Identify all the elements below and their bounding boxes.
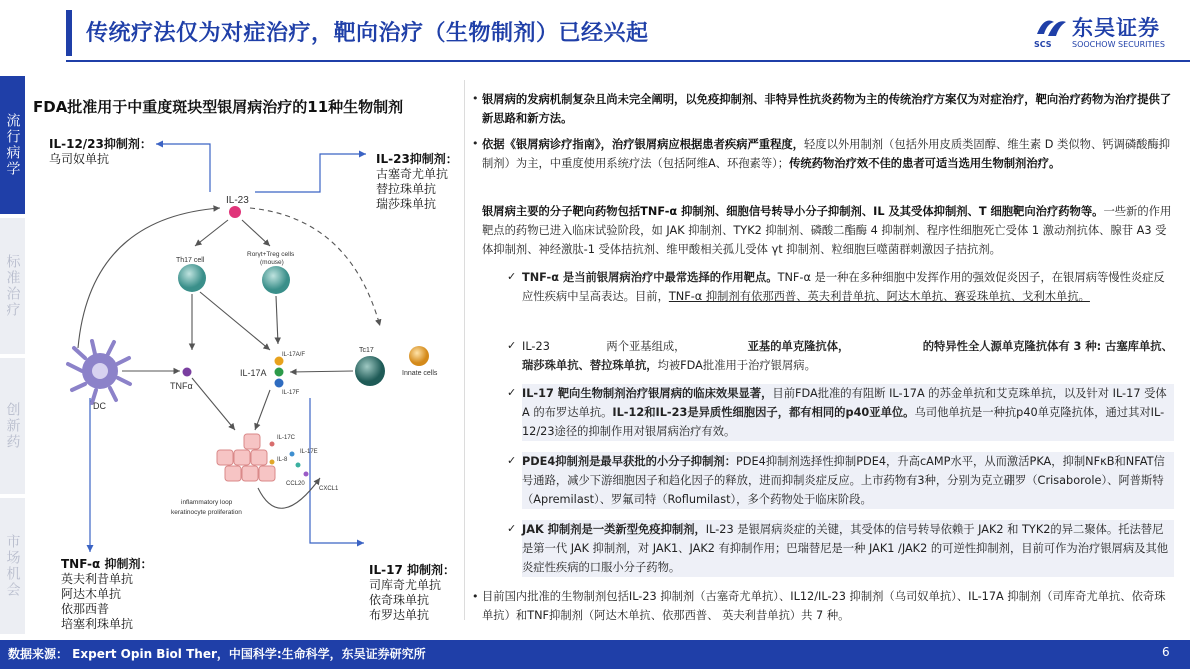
- point-tnf: TNF-α 是当前银屑病治疗中最常选择的作用靶点。TNF-α 是一种在多种细胞中发挥作用的强效促炎因子，在银屑病等慢性炎症反应性疾病中呈高表达。目前，TNF-α 抑制剂有依那西普、英夫利昔单抗、阿达木单抗、赛妥珠单抗、戈利木单抗。: [522, 271, 1165, 303]
- sidebar-tab-innovative-drugs[interactable]: 创新药: [0, 358, 25, 494]
- il17-inhibitor-label: IL-17 抑制剂： 司库奇尤单抗 依奇珠单抗 布罗达单抗: [369, 563, 455, 622]
- treg-cell: [262, 266, 290, 294]
- il12-23-inhibitor-label: IL-12/23抑制剂： 乌司奴单抗: [49, 137, 152, 166]
- check-icon: ✓: [507, 339, 517, 352]
- il17af-molecule: [275, 357, 284, 366]
- diagram-label-treg: Rorγt+Treg cells: [247, 251, 295, 258]
- sidebar-tab-market-opportunity[interactable]: 市场机会: [0, 498, 25, 634]
- pathway-diagram: [30, 128, 462, 578]
- title-rule: [66, 60, 1190, 62]
- figure-title: FDA批准用于中重度斑块型银屑病治疗的11种生物制剂: [33, 98, 404, 116]
- diagram-label-il17af: IL-17A/F: [282, 352, 306, 358]
- point-pde4: PDE4抑制剂是最早获批的小分子抑制剂：PDE4抑制剂选择性抑制PDE4，升高cAMP水平，从而激活PKA，抑制NFκB和NFAT信号通路，减少下游细胞因子和趋化因子的释放，进而抑制炎症反应。上市药物有3种，分别为克立硼罗（Crisaborole）、阿普斯特（Apremilast）、罗氟司特（Roflumilast），多个药物处于临床阶段。: [522, 452, 1174, 509]
- logo-icon: [1034, 14, 1068, 40]
- diagram-label-il17f: IL-17F: [282, 390, 300, 396]
- point-il23: IL-23 两个亚基组成， 亚基的单克隆抗体， 的特异性全人源单克隆抗体有 3 种: 古塞库单抗、瑞莎珠单抗、替拉珠单抗，均被FDA批准用于治疗银屑病。: [522, 340, 1173, 372]
- diagram-label-dc: DC: [93, 401, 106, 411]
- diagram-label-tc17: Tc17: [359, 347, 374, 354]
- svg-text:keratinocyte proliferation: keratinocyte proliferation: [171, 509, 242, 516]
- svg-text:CXCL1: CXCL1: [319, 486, 339, 492]
- tnf-inhibitor-label: TNF-α 抑制剂： 英夫利昔单抗 阿达木单抗 依那西普 培塞利珠单抗: [61, 557, 153, 631]
- svg-text:IL-17E: IL-17E: [300, 449, 318, 455]
- check-icon: ✓: [507, 270, 517, 283]
- tnfa-molecule: [183, 368, 192, 377]
- paragraph-3: 银屑病主要的分子靶向药物包括TNF-α 抑制剂、细胞信号转导小分子抑制剂、IL 及其受体抑制剂、T 细胞靶向治疗药物等。一些新的作用靶点的药物已进入临床试验阶段，如 JAK 抑制剂、TYK2 抑制剂、磷酸二酯酶 4 抑制剂、程序性细胞死亡受体 1 激动剂抗体、腺苷 A3 受体抑制剂、神经激肽-1 受体拮抗剂、维甲酸相关孤儿受体 γt 抑制剂、粒细胞巨噬菌群刺激因子拮抗剂。: [482, 205, 1172, 256]
- logo-text: 东吴证券: [1072, 16, 1160, 40]
- il23-inhibitor-label: IL-23抑制剂： 古塞奇尤单抗 替拉珠单抗 瑞莎珠单抗: [376, 152, 458, 211]
- check-icon: ✓: [507, 522, 517, 535]
- diagram-label-tnfa: TNFα: [170, 381, 193, 391]
- il12-23-inhibitor-arrow: [156, 144, 210, 192]
- diagram-label-il17a: IL-17A: [240, 368, 267, 378]
- tc17-cell: [355, 356, 385, 386]
- il17f-molecule: [275, 379, 284, 388]
- point-jak: JAK 抑制剂是一类新型免疫抑制剂，IL-23 是银屑病炎症的关键，其受体的信号转导依赖于 JAK2 和 TYK2的异二聚体。托法替尼是第一代 JAK 抑制剂，对 JAK1、JAK2 有抑制作用；巴瑞替尼是一种 JAK1 /JAK2 的可逆性抑制剂，目前可作为治疗银屑病及其他炎症性疾病的口服小分子药物。: [522, 520, 1174, 577]
- dc-cell: [68, 341, 130, 403]
- check-icon: ✓: [507, 454, 517, 467]
- column-divider: [464, 80, 465, 620]
- diagram-label-innate: Innate cells: [402, 370, 438, 377]
- bullet: •: [472, 590, 479, 603]
- paragraph-4: 目前国内批准的生物制剂包括IL-23 抑制剂（古塞奇尤单抗）、IL12/IL-23 抑制剂（乌司奴单抗）、IL-17A 抑制剂（司库奇尤单抗、依奇珠单抗）和TNF抑制剂（阿达木单抗、依那西普、 英夫利昔单抗）共 7 种。: [482, 590, 1166, 622]
- sidebar-tab-epidemiology[interactable]: 流行病学: [0, 76, 25, 214]
- keratinocyte-cluster: [217, 434, 275, 481]
- svg-text:CCL20: CCL20: [286, 481, 305, 487]
- svg-text:IL-17C: IL-17C: [277, 435, 296, 441]
- paragraph-1: 银屑病的发病机制复杂且尚未完全阐明，以免疫抑制剂、非特异性抗炎药物为主的传统治疗方案仅为对症治疗，靶向治疗药物为治疗提供了新思路和新方法。: [482, 93, 1172, 125]
- logo-mark: SCS: [1034, 40, 1052, 49]
- th17-cell: [178, 264, 206, 292]
- check-icon: ✓: [507, 386, 517, 399]
- page-title: 传统疗法仅为对症治疗，靶向治疗（生物制剂）已经兴起: [86, 21, 649, 46]
- il17-inhibitor-arrow: [310, 398, 364, 543]
- sidebar-tab-standard-treatment[interactable]: 标准治疗: [0, 218, 25, 354]
- diagram-label-th17: Th17 cell: [176, 257, 205, 264]
- il23-molecule: [229, 206, 241, 218]
- il17a-molecule: [275, 368, 284, 377]
- bullet: •: [472, 137, 479, 150]
- page-number: 6: [1162, 645, 1170, 659]
- svg-text:IL-8: IL-8: [277, 457, 288, 463]
- svg-text:inflammatory loop: inflammatory loop: [181, 499, 233, 506]
- point-il17: IL-17 靶向生物制剂治疗银屑病的临床效果显著，目前FDA批准的有阻断 IL-17A 的苏金单抗和艾克珠单抗，以及针对 IL-17 受体 A 的布罗达单抗。IL-12和IL-23是异质性细胞因子，都有相同的p40亚单位。乌司他单抗是一种抗p40单克隆抗体，通过其对IL-12/23途径的抑制作用对银屑病治疗有效。: [522, 384, 1174, 441]
- innate-cell: [409, 346, 429, 366]
- title-accent-bar: [66, 10, 72, 56]
- il23-inhibitor-arrow: [255, 154, 366, 192]
- paragraph-2: 依据《银屑病诊疗指南》，治疗银屑病应根据患者疾病严重程度，轻度以外用制剂（包括外用皮质类固醇、维生素 D 类似物、钙调磷酸酶抑制剂）为主，中重度使用系统疗法（包括阿维A、环孢素等）；传统药物治疗效不佳的患者可适当选用生物制剂治疗。: [482, 138, 1171, 170]
- svg-text:(mouse): (mouse): [260, 259, 284, 266]
- footer-source: 数据来源： Expert Opin Biol Ther，中国科学:生命科学，东吴证券研究所: [8, 647, 426, 661]
- logo-subtext: SOOCHOW SECURITIES: [1072, 40, 1165, 49]
- bullet: •: [472, 92, 479, 105]
- diagram-label-il23: IL-23: [226, 195, 249, 206]
